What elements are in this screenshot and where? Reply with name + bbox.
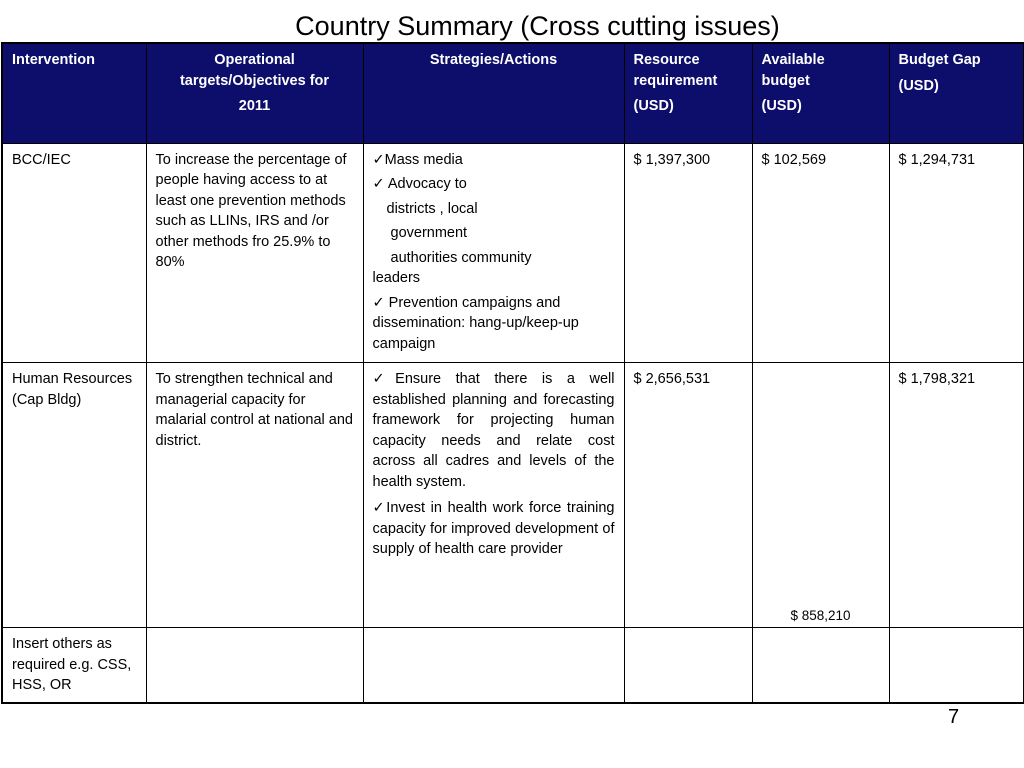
cell-intervention: Insert others as required e.g. CSS, HSS, OR [2,628,146,703]
cell-resource: $ 2,656,531 [624,363,752,628]
cell-intervention: BCC/IEC [2,143,146,363]
cell-strategies [363,628,624,703]
cell-gap [889,628,1024,703]
cell-gap: $ 1,798,321 [889,363,1024,628]
cell-intervention: Human Resources (Cap Bldg) [2,363,146,628]
summary-table [1,42,1024,704]
slide-number: 7 [948,706,960,728]
strategy-item: leaders [372,270,421,286]
cell-resource [624,628,752,703]
strategy-item: authorities community [390,249,532,266]
strategy-item: ✓ Advocacy to [372,176,467,192]
header-targets: Operational targets/Objectives for 2011 [146,43,363,143]
header-row [2,43,1024,143]
cell-available [752,363,889,628]
strategy-item: ✓Mass media [372,151,463,168]
header-gap: Budget Gap (USD) [889,43,1024,143]
strategy-item: ✓Invest in health work force training capacity for improved development of supply of health care provider [372,500,615,557]
header-available: Available budget (USD) [752,43,889,143]
slide-title: Country Summary (Cross cutting issues) [295,11,780,41]
cell-targets: To increase the percentage of people having access to at least one prevention methods such as LLINs, IRS and /or other methods fro 25.9% to 80% [146,143,363,363]
cell-targets [146,628,363,703]
cell-available: $ 102,569 [752,143,889,363]
header-resource: Resource requirement (USD) [624,43,752,143]
cell-targets: To strengthen technical and managerial capacity for malarial control at national and district. [146,363,363,628]
table-row [2,363,1024,628]
table-row [2,628,1024,703]
strategy-item: government [390,225,468,241]
strategy-item: ✓Ensure that there is a well established planning and forecasting framework for projecting human capacity needs and relate cost across all cadres and levels of the health system. [372,371,615,490]
cell-strategies [363,143,624,363]
cell-gap: $ 1,294,731 [889,143,1024,363]
header-intervention: Intervention [2,43,146,143]
header-strategies: Strategies/Actions [363,43,624,143]
cell-resource: $ 1,397,300 [624,143,752,363]
strategy-item: ✓ Prevention campaigns and dissemination: hang-up/keep-up campaign [372,294,579,352]
cell-available [752,628,889,703]
available-value: $ 858,210 [790,608,851,623]
table-row [2,143,1024,363]
cell-strategies [363,363,624,628]
strategy-item: districts , local [386,200,478,217]
